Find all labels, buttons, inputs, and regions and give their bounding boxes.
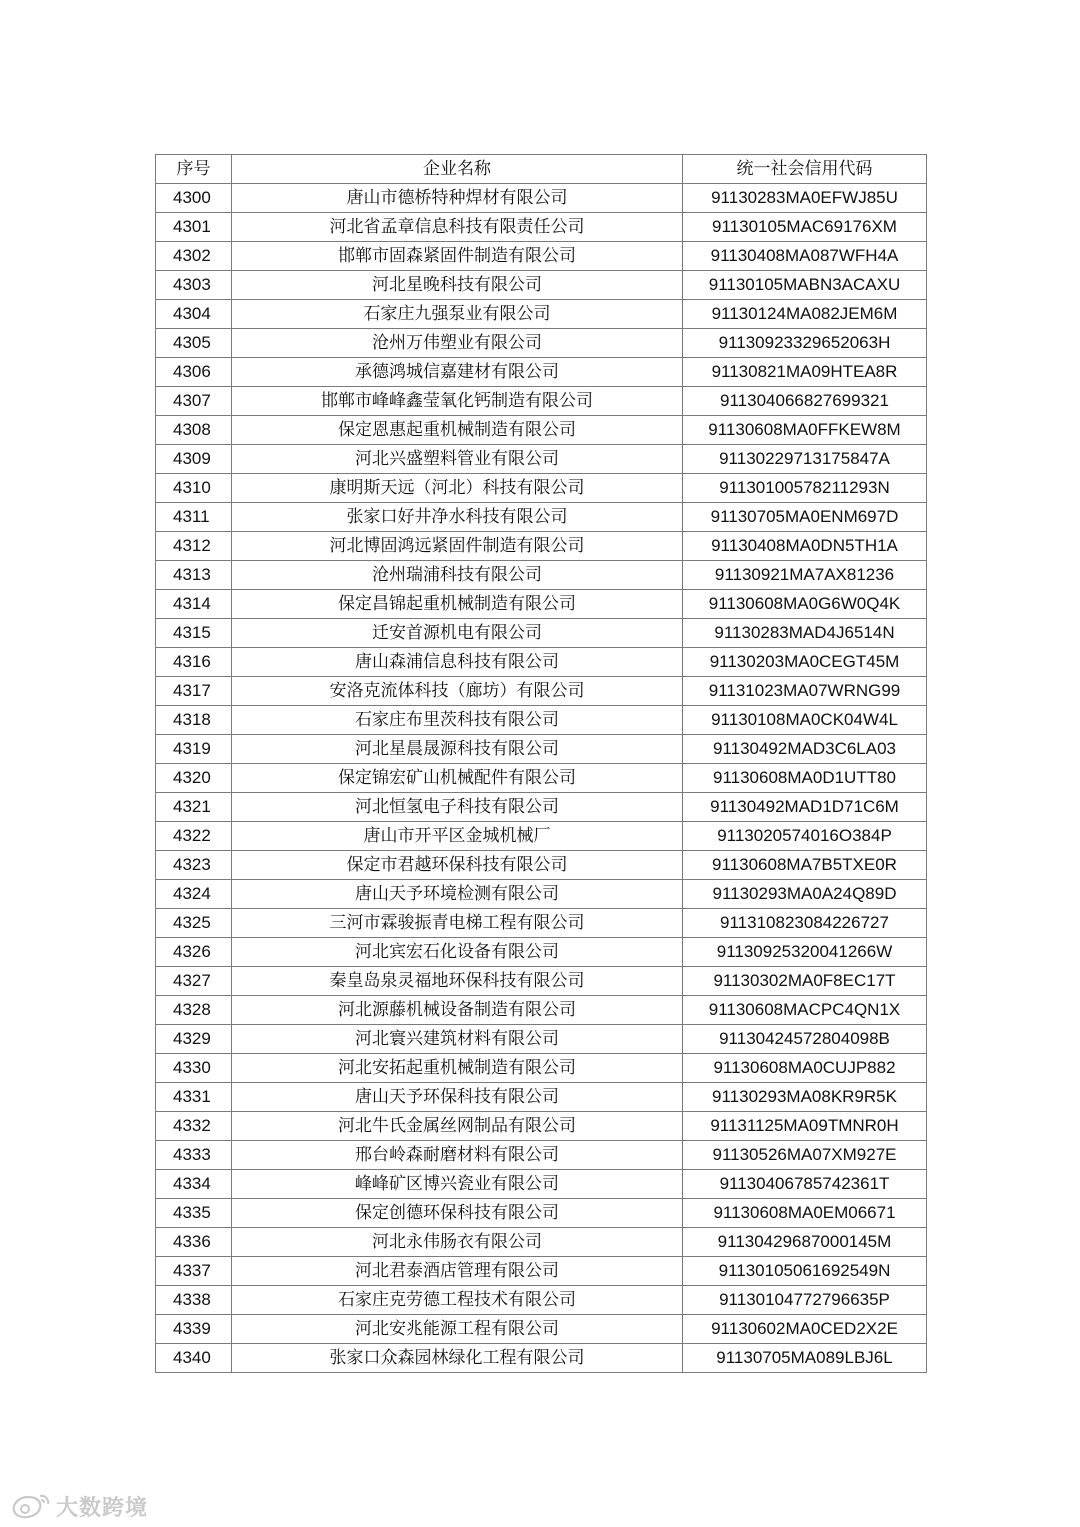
watermark bbox=[10, 1490, 148, 1522]
row-company-name-cell: 峰峰矿区博兴瓷业有限公司 bbox=[232, 1170, 683, 1199]
row-company-name-cell: 沧州万伟塑业有限公司 bbox=[232, 329, 683, 358]
row-seq-cell: 4316 bbox=[156, 648, 232, 677]
row-credit-code-cell: 91130608MA0FFKEW8M bbox=[683, 416, 927, 445]
row-credit-code-cell: 91130283MAD4J6514N bbox=[683, 619, 927, 648]
row-credit-code-cell: 91130203MA0CEGT45M bbox=[683, 648, 927, 677]
row-credit-code-cell: 91130293MA08KR9R5K bbox=[683, 1083, 927, 1112]
table-row bbox=[156, 735, 927, 764]
row-company-name-cell: 安洛克流体科技（廊坊）有限公司 bbox=[232, 677, 683, 706]
row-credit-code-cell: 911310823084226727 bbox=[683, 909, 927, 938]
table-row bbox=[156, 1112, 927, 1141]
row-credit-code-cell: 911304066827699321 bbox=[683, 387, 927, 416]
table-row bbox=[156, 271, 927, 300]
row-credit-code-cell: 91130492MAD3C6LA03 bbox=[683, 735, 927, 764]
table-row bbox=[156, 329, 927, 358]
row-company-name-cell: 保定锦宏矿山机械配件有限公司 bbox=[232, 764, 683, 793]
row-seq-cell: 4328 bbox=[156, 996, 232, 1025]
row-seq-cell: 4335 bbox=[156, 1199, 232, 1228]
row-credit-code-cell: 91130608MA0CUJP882 bbox=[683, 1054, 927, 1083]
table-row bbox=[156, 590, 927, 619]
table-row bbox=[156, 1199, 927, 1228]
row-company-name-cell: 保定创德环保科技有限公司 bbox=[232, 1199, 683, 1228]
row-company-name-cell: 河北兴盛塑料管业有限公司 bbox=[232, 445, 683, 474]
table-row bbox=[156, 851, 927, 880]
row-credit-code-cell: 91130105MABN3ACAXU bbox=[683, 271, 927, 300]
row-credit-code-cell: 91130925320041266W bbox=[683, 938, 927, 967]
table-row bbox=[156, 1083, 927, 1112]
row-company-name-cell: 邯郸市峰峰鑫莹氧化钙制造有限公司 bbox=[232, 387, 683, 416]
row-company-name-cell: 河北安兆能源工程有限公司 bbox=[232, 1315, 683, 1344]
row-credit-code-cell: 91130602MA0CED2X2E bbox=[683, 1315, 927, 1344]
row-company-name-cell: 石家庄克劳德工程技术有限公司 bbox=[232, 1286, 683, 1315]
table-row bbox=[156, 213, 927, 242]
row-seq-cell: 4311 bbox=[156, 503, 232, 532]
row-seq-cell: 4333 bbox=[156, 1141, 232, 1170]
row-company-name-cell: 唐山市开平区金城机械厂 bbox=[232, 822, 683, 851]
row-seq-cell: 4320 bbox=[156, 764, 232, 793]
row-company-name-cell: 张家口好井净水科技有限公司 bbox=[232, 503, 683, 532]
table-row bbox=[156, 1054, 927, 1083]
row-seq-cell: 4336 bbox=[156, 1228, 232, 1257]
row-company-name-cell: 河北源藤机械设备制造有限公司 bbox=[232, 996, 683, 1025]
row-credit-code-cell: 91130923329652063H bbox=[683, 329, 927, 358]
row-credit-code-cell: 91130229713175847A bbox=[683, 445, 927, 474]
table-row bbox=[156, 242, 927, 271]
table-row bbox=[156, 503, 927, 532]
row-seq-cell: 4312 bbox=[156, 532, 232, 561]
watermark-text: 大数跨境 bbox=[56, 1495, 149, 1521]
row-seq-cell: 4308 bbox=[156, 416, 232, 445]
row-seq-cell: 4322 bbox=[156, 822, 232, 851]
row-company-name-cell: 石家庄布里茨科技有限公司 bbox=[232, 706, 683, 735]
row-company-name-cell: 迁安首源机电有限公司 bbox=[232, 619, 683, 648]
row-seq-cell: 4331 bbox=[156, 1083, 232, 1112]
table-row bbox=[156, 822, 927, 851]
row-company-name-cell: 保定恩惠起重机械制造有限公司 bbox=[232, 416, 683, 445]
row-seq-cell: 4338 bbox=[156, 1286, 232, 1315]
row-seq-cell: 4315 bbox=[156, 619, 232, 648]
row-company-name-cell: 河北星晨晟源科技有限公司 bbox=[232, 735, 683, 764]
row-seq-cell: 4314 bbox=[156, 590, 232, 619]
row-company-name-cell: 保定昌锦起重机械制造有限公司 bbox=[232, 590, 683, 619]
table-row bbox=[156, 996, 927, 1025]
row-seq-cell: 4332 bbox=[156, 1112, 232, 1141]
row-credit-code-cell: 91130526MA07XM927E bbox=[683, 1141, 927, 1170]
table-row bbox=[156, 416, 927, 445]
row-seq-cell: 4305 bbox=[156, 329, 232, 358]
row-company-name-cell: 三河市霖骏振青电梯工程有限公司 bbox=[232, 909, 683, 938]
row-seq-cell: 4325 bbox=[156, 909, 232, 938]
row-seq-cell: 4327 bbox=[156, 967, 232, 996]
row-credit-code-cell: 91130608MACPC4QN1X bbox=[683, 996, 927, 1025]
row-company-name-cell: 保定市君越环保科技有限公司 bbox=[232, 851, 683, 880]
table-row bbox=[156, 1141, 927, 1170]
table-row bbox=[156, 938, 927, 967]
row-credit-code-cell: 91130705MA089LBJ6L bbox=[683, 1344, 927, 1373]
company-list-table-wrapper bbox=[155, 154, 926, 1373]
row-credit-code-cell: 91130608MA7B5TXE0R bbox=[683, 851, 927, 880]
row-seq-cell: 4324 bbox=[156, 880, 232, 909]
row-seq-cell: 4329 bbox=[156, 1025, 232, 1054]
row-company-name-cell: 河北省孟章信息科技有限责任公司 bbox=[232, 213, 683, 242]
table-row bbox=[156, 358, 927, 387]
table-row bbox=[156, 1170, 927, 1199]
row-credit-code-cell: 91130608MA0G6W0Q4K bbox=[683, 590, 927, 619]
row-credit-code-cell: 91130105MAC69176XM bbox=[683, 213, 927, 242]
row-credit-code-cell: 91130406785742361T bbox=[683, 1170, 927, 1199]
row-seq-cell: 4300 bbox=[156, 184, 232, 213]
weibo-logo-icon bbox=[10, 1491, 54, 1521]
table-row bbox=[156, 561, 927, 590]
row-company-name-cell: 秦皇岛泉灵福地环保科技有限公司 bbox=[232, 967, 683, 996]
row-seq-cell: 4317 bbox=[156, 677, 232, 706]
table-row bbox=[156, 532, 927, 561]
row-credit-code-cell: 91130608MA0EM06671 bbox=[683, 1199, 927, 1228]
row-seq-cell: 4330 bbox=[156, 1054, 232, 1083]
row-company-name-cell: 河北宾宏石化设备有限公司 bbox=[232, 938, 683, 967]
row-company-name-cell: 河北君泰酒店管理有限公司 bbox=[232, 1257, 683, 1286]
row-company-name-cell: 河北寰兴建筑材料有限公司 bbox=[232, 1025, 683, 1054]
row-company-name-cell: 唐山森浦信息科技有限公司 bbox=[232, 648, 683, 677]
table-row bbox=[156, 880, 927, 909]
row-company-name-cell: 河北永伟肠衣有限公司 bbox=[232, 1228, 683, 1257]
row-seq-cell: 4302 bbox=[156, 242, 232, 271]
row-credit-code-cell: 91130429687000145M bbox=[683, 1228, 927, 1257]
table-row bbox=[156, 1344, 927, 1373]
table-row bbox=[156, 1228, 927, 1257]
row-credit-code-cell: 91130302MA0F8EC17T bbox=[683, 967, 927, 996]
row-credit-code-cell: 91130105061692549N bbox=[683, 1257, 927, 1286]
row-credit-code-cell: 91130283MA0EFWJ85U bbox=[683, 184, 927, 213]
row-credit-code-cell: 91131023MA07WRNG99 bbox=[683, 677, 927, 706]
row-seq-cell: 4321 bbox=[156, 793, 232, 822]
row-seq-cell: 4337 bbox=[156, 1257, 232, 1286]
row-company-name-cell: 唐山市德桥特种焊材有限公司 bbox=[232, 184, 683, 213]
row-credit-code-cell: 91130408MA0DN5TH1A bbox=[683, 532, 927, 561]
table-row bbox=[156, 706, 927, 735]
row-credit-code-cell: 91130608MA0D1UTT80 bbox=[683, 764, 927, 793]
row-company-name-cell: 沧州瑞浦科技有限公司 bbox=[232, 561, 683, 590]
row-seq-cell: 4304 bbox=[156, 300, 232, 329]
table-row bbox=[156, 619, 927, 648]
row-company-name-cell: 河北博固鸿远紧固件制造有限公司 bbox=[232, 532, 683, 561]
row-seq-cell: 4303 bbox=[156, 271, 232, 300]
table-row bbox=[156, 793, 927, 822]
row-company-name-cell: 河北安拓起重机械制造有限公司 bbox=[232, 1054, 683, 1083]
table-body bbox=[156, 184, 927, 1373]
row-company-name-cell: 唐山天予环境检测有限公司 bbox=[232, 880, 683, 909]
row-seq-cell: 4323 bbox=[156, 851, 232, 880]
row-company-name-cell: 河北牛氏金属丝网制品有限公司 bbox=[232, 1112, 683, 1141]
table-row bbox=[156, 474, 927, 503]
table-row bbox=[156, 1315, 927, 1344]
table-row bbox=[156, 967, 927, 996]
row-company-name-cell: 承德鸿城信嘉建材有限公司 bbox=[232, 358, 683, 387]
table-row bbox=[156, 677, 927, 706]
table-row bbox=[156, 445, 927, 474]
header-credit-code: 统一社会信用代码 bbox=[683, 155, 927, 184]
row-seq-cell: 4340 bbox=[156, 1344, 232, 1373]
row-company-name-cell: 张家口众森园林绿化工程有限公司 bbox=[232, 1344, 683, 1373]
row-seq-cell: 4339 bbox=[156, 1315, 232, 1344]
table-row bbox=[156, 1257, 927, 1286]
row-seq-cell: 4313 bbox=[156, 561, 232, 590]
row-credit-code-cell: 91130408MA087WFH4A bbox=[683, 242, 927, 271]
row-credit-code-cell: 91130104772796635P bbox=[683, 1286, 927, 1315]
row-credit-code-cell: 91130124MA082JEM6M bbox=[683, 300, 927, 329]
table-row bbox=[156, 648, 927, 677]
row-company-name-cell: 邢台岭森耐磨材料有限公司 bbox=[232, 1141, 683, 1170]
row-company-name-cell: 邯郸市固森紧固件制造有限公司 bbox=[232, 242, 683, 271]
row-credit-code-cell: 91130921MA7AX81236 bbox=[683, 561, 927, 590]
row-seq-cell: 4318 bbox=[156, 706, 232, 735]
row-credit-code-cell: 91131125MA09TMNR0H bbox=[683, 1112, 927, 1141]
row-credit-code-cell: 91130293MA0A24Q89D bbox=[683, 880, 927, 909]
row-seq-cell: 4310 bbox=[156, 474, 232, 503]
table-row bbox=[156, 184, 927, 213]
row-seq-cell: 4307 bbox=[156, 387, 232, 416]
row-company-name-cell: 石家庄九强泵业有限公司 bbox=[232, 300, 683, 329]
row-seq-cell: 4326 bbox=[156, 938, 232, 967]
table-row bbox=[156, 387, 927, 416]
row-credit-code-cell: 91130492MAD1D71C6M bbox=[683, 793, 927, 822]
row-seq-cell: 4306 bbox=[156, 358, 232, 387]
row-seq-cell: 4334 bbox=[156, 1170, 232, 1199]
row-company-name-cell: 河北星晚科技有限公司 bbox=[232, 271, 683, 300]
row-company-name-cell: 河北恒氢电子科技有限公司 bbox=[232, 793, 683, 822]
row-seq-cell: 4301 bbox=[156, 213, 232, 242]
table-row bbox=[156, 1025, 927, 1054]
table-row bbox=[156, 1286, 927, 1315]
row-credit-code-cell: 91130100578211293N bbox=[683, 474, 927, 503]
row-credit-code-cell: 91130108MA0CK04W4L bbox=[683, 706, 927, 735]
row-credit-code-cell: 9113020574016O384P bbox=[683, 822, 927, 851]
table-header-row bbox=[156, 155, 927, 184]
row-credit-code-cell: 91130821MA09HTEA8R bbox=[683, 358, 927, 387]
header-company-name: 企业名称 bbox=[232, 155, 683, 184]
row-credit-code-cell: 91130705MA0ENM697D bbox=[683, 503, 927, 532]
row-company-name-cell: 唐山天予环保科技有限公司 bbox=[232, 1083, 683, 1112]
table-row bbox=[156, 764, 927, 793]
row-credit-code-cell: 91130424572804098B bbox=[683, 1025, 927, 1054]
row-seq-cell: 4309 bbox=[156, 445, 232, 474]
company-list-table bbox=[155, 154, 927, 1373]
table-row bbox=[156, 300, 927, 329]
row-seq-cell: 4319 bbox=[156, 735, 232, 764]
table-row bbox=[156, 909, 927, 938]
header-seq: 序号 bbox=[156, 155, 232, 184]
row-company-name-cell: 康明斯天远（河北）科技有限公司 bbox=[232, 474, 683, 503]
